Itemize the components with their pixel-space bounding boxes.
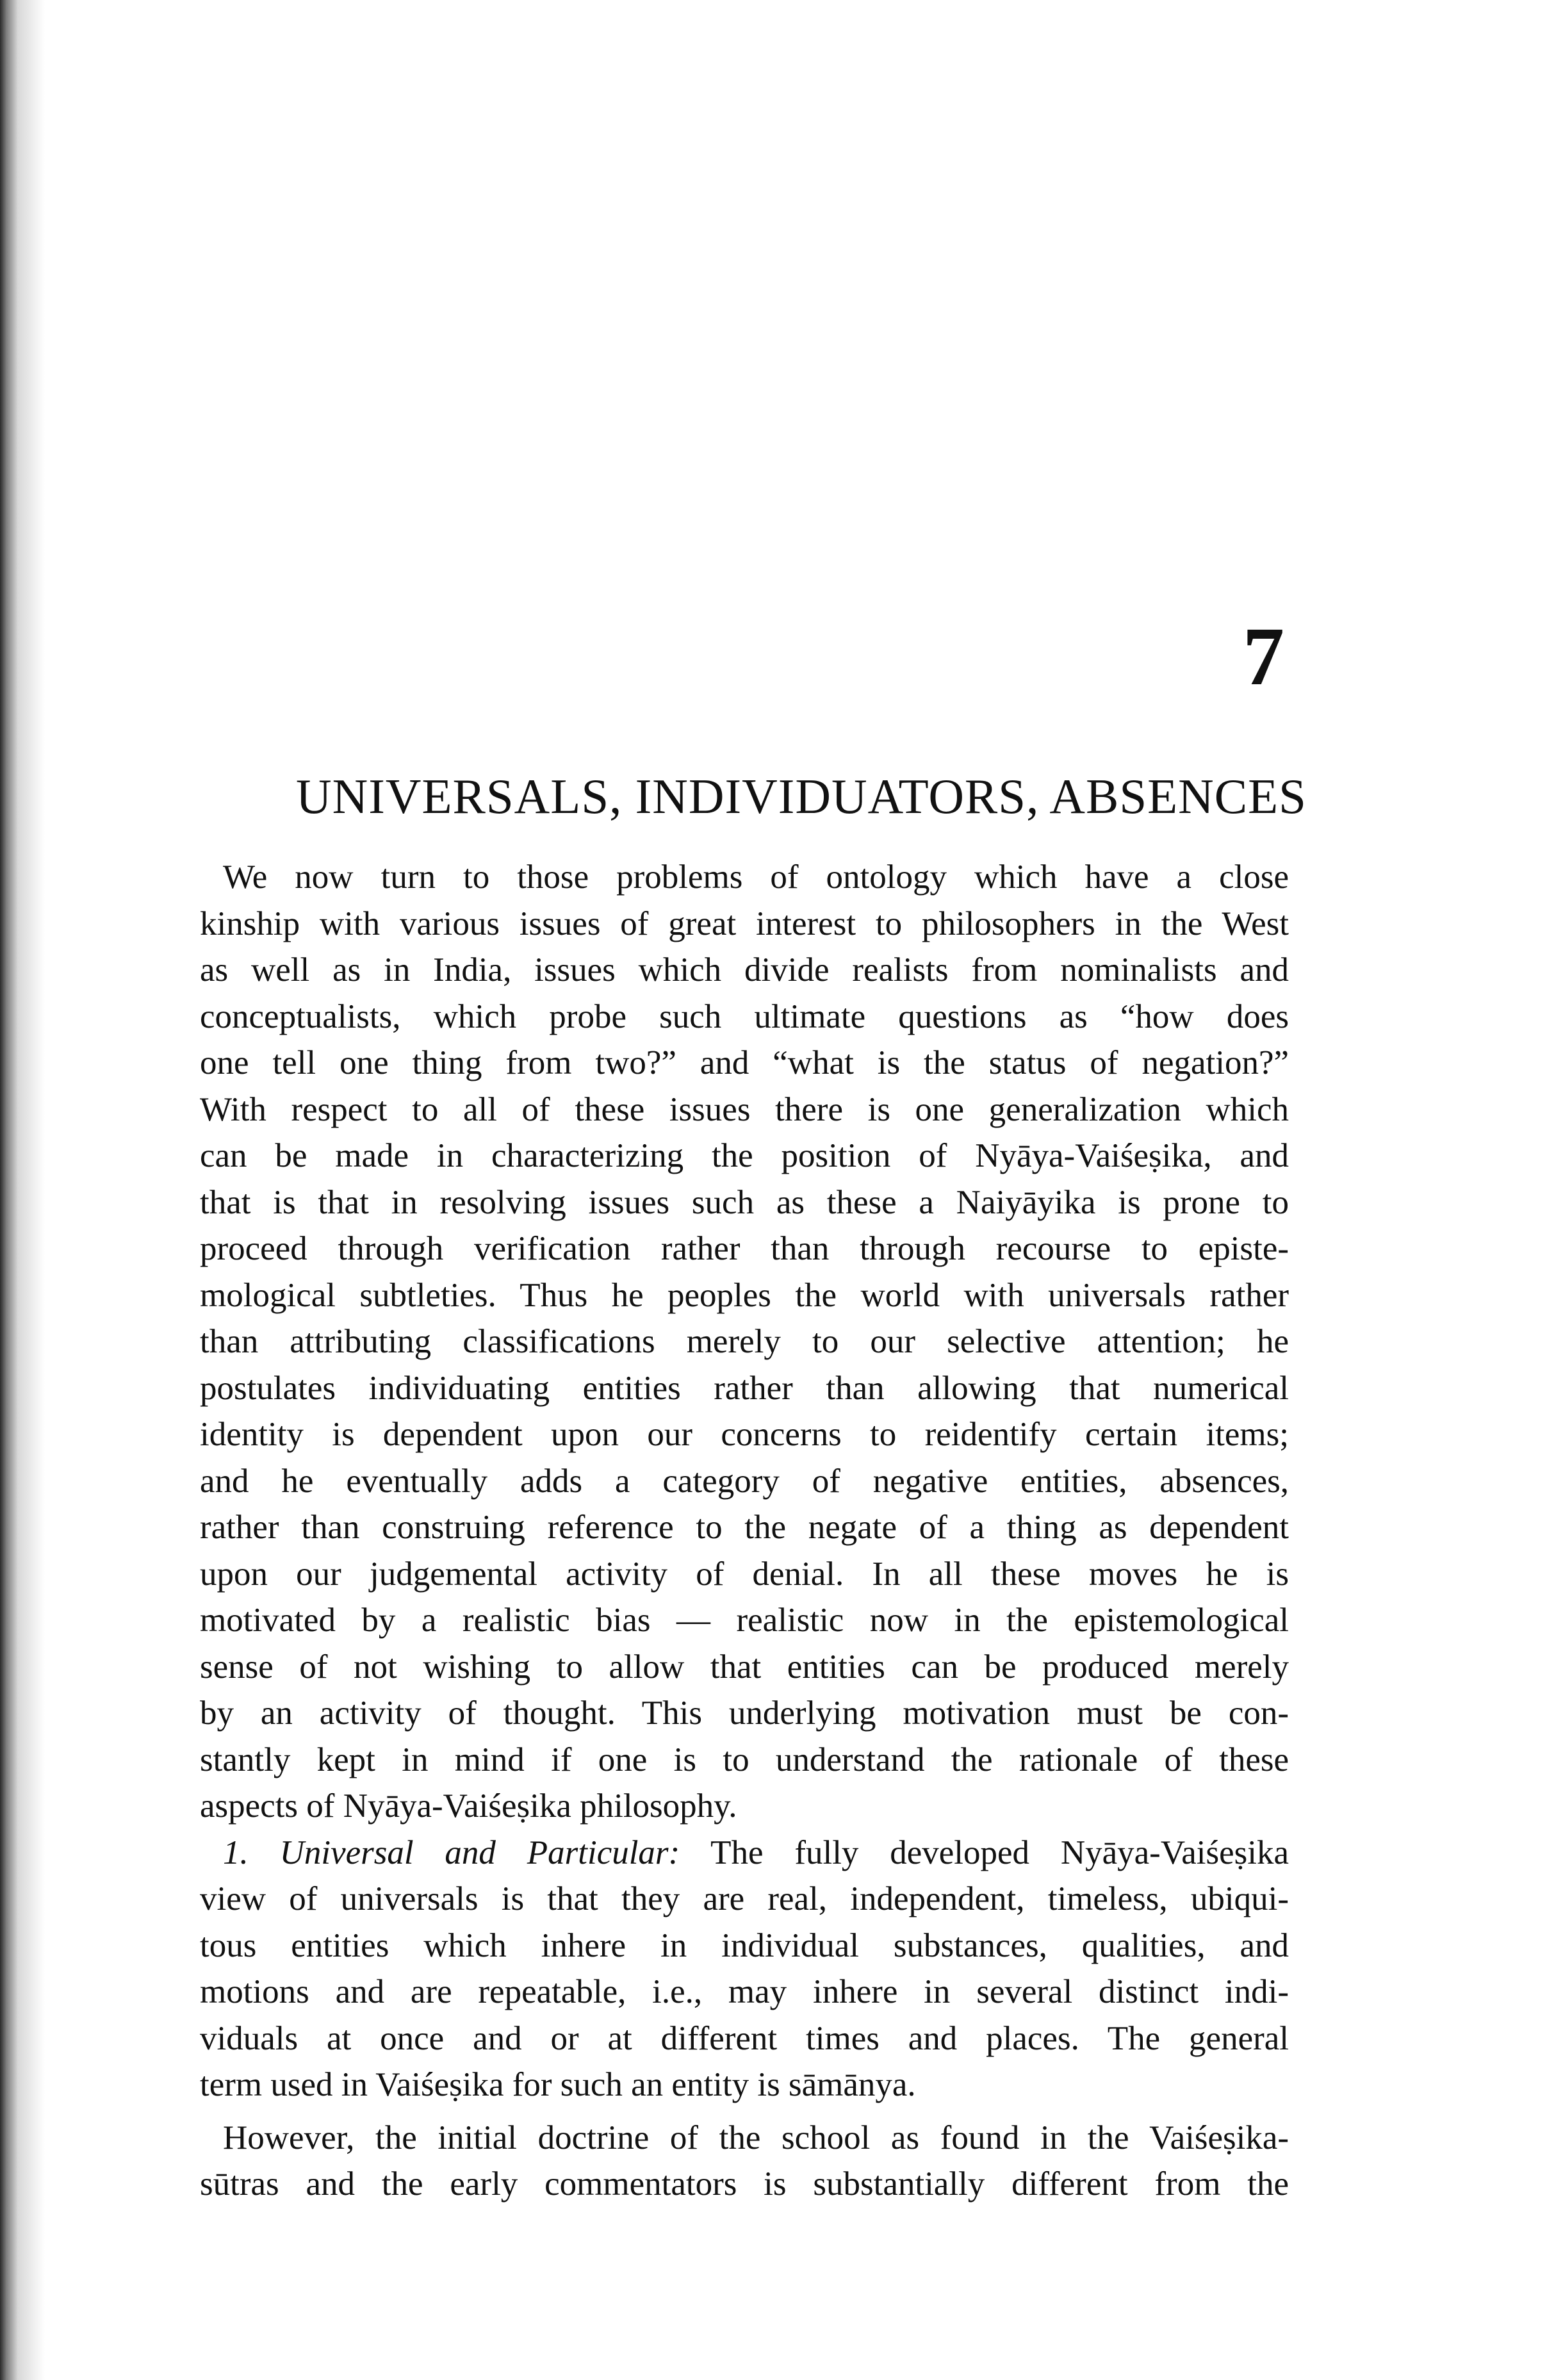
text-line: one tell one thing from two?” and “what is the status of negation?” <box>200 1044 1289 1081</box>
text-line: identity is dependent upon our concerns to reidentify certain items; <box>200 1416 1289 1453</box>
text-line: With respect to all of these issues there is one generalization which <box>200 1090 1289 1128</box>
text-line: as well as in India, issues which divide realists from nominalists and <box>200 951 1289 989</box>
text-line: than attributing classifications merely to our selective attention; he <box>200 1323 1289 1360</box>
section-heading: 1. Universal and Particular: <box>223 1834 680 1871</box>
text-line: kinship with various issues of great interest to philosophers in the West <box>200 905 1289 942</box>
text-line: stantly kept in mind if one is to understand the rationale of these <box>200 1741 1289 1778</box>
text-line: sense of not wishing to allow that entities can be produced merely <box>200 1648 1289 1686</box>
page-binding-shadow <box>0 0 45 2380</box>
chapter-number: 7 <box>1243 611 1284 703</box>
text-line: We now turn to those problems of ontology which have a close <box>223 858 1289 896</box>
text-line: proceed through verification rather than through recourse to episte- <box>200 1230 1289 1267</box>
text-line: motions and are repeatable, i.e., may inhere in several distinct indi- <box>200 1973 1289 2010</box>
text-line: that is that in resolving issues such as these a Naiyāyika is prone to <box>200 1183 1289 1221</box>
text-line: view of universals is that they are real, independent, timeless, ubiqui- <box>200 1880 1289 1917</box>
text-line: rather than construing reference to the negate of a thing as dependent <box>200 1509 1289 1546</box>
intro-paragraph <box>200 854 1289 1830</box>
text-line: and he eventually adds a category of negative entities, absences, <box>200 1462 1289 1500</box>
text-line: sūtras and the early commentators is substantially different from the <box>200 2165 1289 2203</box>
text-line: motivated by a realistic bias — realistic now in the epistemological <box>200 1602 1289 1639</box>
text-line: term used in Vaiśeṣika for such an entity is sāmānya. <box>200 2066 916 2103</box>
text-line: aspects of Nyāya-Vaiśeṣika philosophy. <box>200 1787 737 1825</box>
text-line: upon our judgemental activity of denial. In all these moves he is <box>200 1555 1289 1593</box>
body-text <box>200 854 1289 2208</box>
closing-paragraph <box>200 2115 1289 2208</box>
text-line: conceptualists, which probe such ultimate questions as “how does <box>200 997 1289 1035</box>
chapter-title: UNIVERSALS, INDIVIDUATORS, ABSENCES <box>296 769 1307 824</box>
text-line: mological subtleties. Thus he peoples the world with universals rather <box>200 1276 1289 1314</box>
text-line: viduals at once and or at different times and places. The general <box>200 2019 1289 2057</box>
text-line: postulates individuating entities rather than allowing that numerical <box>200 1369 1289 1407</box>
text-line: However, the initial doctrine of the school as found in the Vaiśeṣika- <box>223 2119 1289 2156</box>
text-line: can be made in characterizing the position of Nyāya-Vaiśeṣika, and <box>200 1137 1289 1174</box>
text-line: tous entities which inhere in individual substances, qualities, and <box>200 1926 1289 1964</box>
text-line: 1. Universal and Particular: The fully developed Nyāya-Vaiśeṣika <box>223 1834 1289 1871</box>
section-universal-particular <box>200 1830 1289 2108</box>
text-line: by an activity of thought. This underlying motivation must be con- <box>200 1695 1289 1732</box>
